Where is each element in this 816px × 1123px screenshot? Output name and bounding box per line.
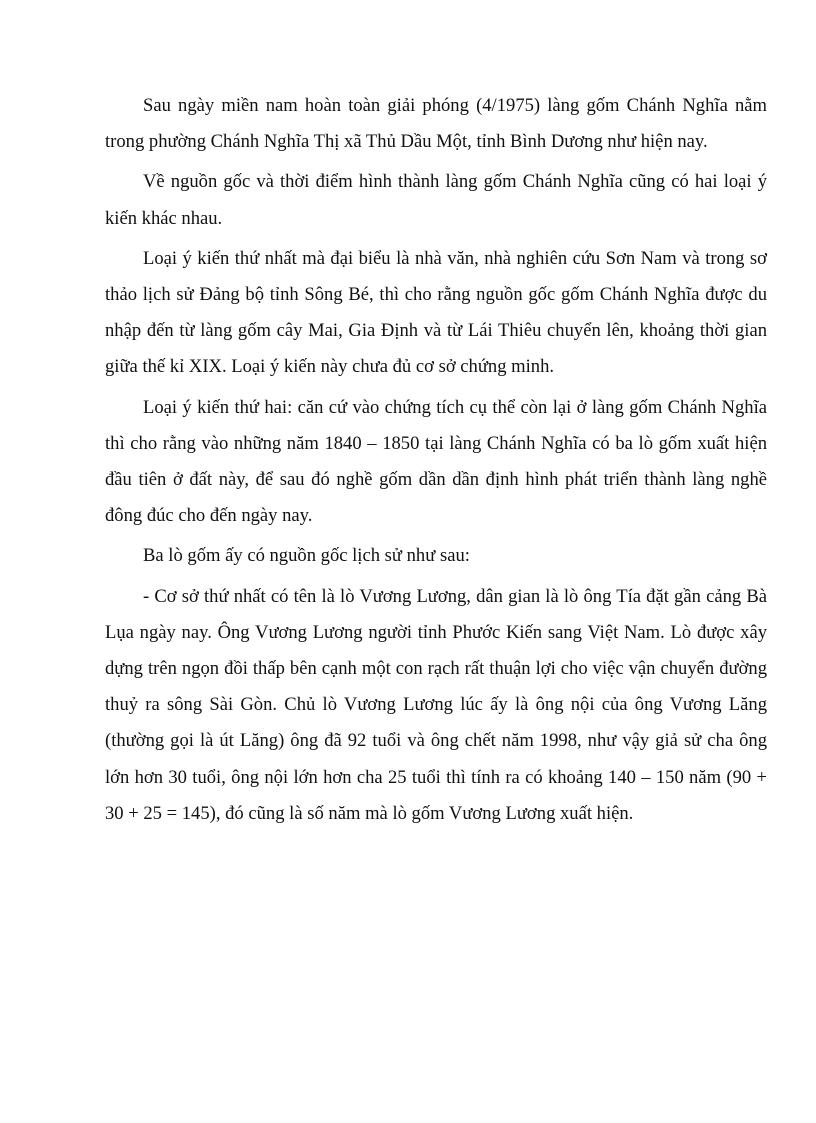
paragraph-liberation-1975: Sau ngày miền nam hoàn toàn giải phóng (4/1975) làng gốm Chánh Nghĩa nằm trong phường Chánh Nghĩa Thị xã Thủ Dầu Một, tỉnh Bình Dương như hiện nay. [105, 95, 767, 153]
paragraph-first-opinion: Loại ý kiến thứ nhất mà đại biểu là nhà văn, nhà nghiên cứu Sơn Nam và trong sơ thảo lịch sử Đảng bộ tỉnh Sông Bé, thì cho rằng nguồn gốc gốm Chánh Nghĩa được du nhập đến từ làng gốm cây Mai, Gia Định và từ Lái Thiêu chuyển lên, khoảng thời gian giữa thế kỉ XIX. Loại ý kiến này chưa đủ cơ sở chứng minh. [105, 247, 767, 378]
paragraph-second-opinion: Loại ý kiến thứ hai: căn cứ vào chứng tích cụ thể còn lại ở làng gốm Chánh Nghĩa thì cho rằng vào những năm 1840 – 1850 tại làng Chánh Nghĩa có ba lò gốm xuất hiện đầu tiên ở đất này, để sau đó nghề gốm dần dần định hình phát triển thành làng nghề đông đúc cho đến ngày nay. [105, 396, 767, 527]
paragraph-three-kilns-intro: Ba lò gốm ấy có nguồn gốc lịch sử như sau: [143, 545, 470, 567]
paragraph-vuong-luong-kiln: - Cơ sở thứ nhất có tên là lò Vương Lương, dân gian là lò ông Tía đặt gần cảng Bà Lụa ngày nay. Ông Vương Lương người tỉnh Phước Kiến sang Việt Nam. Lò được xây dựng trên ngọn đồi thấp bên cạnh một con rạch rất thuận lợi cho việc vận chuyển đường thuỷ ra sông Sài Gòn. Chủ lò Vương Lương lúc ấy là ông nội của ông Vương Lăng (thường gọi là út Lăng) ông đã 92 tuổi và ông chết năm 1998, như vậy giả sử cha ông lớn hơn 30 tuổi, ông nội lớn hơn cha 25 tuổi thì tính ra có khoảng 140 – 150 năm (90 + 30 + 25 = 145), đó cũng là số năm mà lò gốm Vương Lương xuất hiện. [105, 585, 767, 824]
document-page [105, 88, 767, 836]
paragraph-origin-opinions: Về nguồn gốc và thời điểm hình thành làng gốm Chánh Nghĩa cũng có hai loại ý kiến khác nhau. [105, 171, 767, 229]
